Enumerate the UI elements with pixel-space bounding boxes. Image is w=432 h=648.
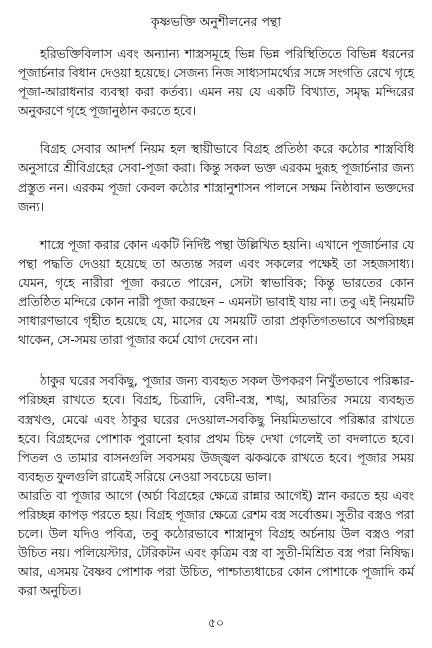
paragraph-gap bbox=[18, 350, 414, 372]
paragraph-5: আরতি বা পূজার আগে (অর্চা বিগ্রহের ক্ষেত্রে রান্নার আগেই) স্নান করতে হয় এবং পরিচ্ছন্ন কাপড় পরতে হয়। বিগ্রহ পূজার ক্ষেত্রে রেশম বস্ত্র সর্বোত্তম। সুতীর বস্ত্রও পরা চলে। উল যদিও পবিত্র, তবু কঠোরভাবে শাস্ত্রানুগ বিগ্রহ অর্চনায় উল বস্ত্রও পরা উচিত নয়। পলিয়েস্টার, টেরিকটন এবং কৃত্রিম বস্ত্র বা সুতী-মিশ্রিত বস্ত্র পরা নিষিদ্ধ। আর, এসময় বৈষ্ণব পোশাক পরা উচিত, পাশ্চাত্যধাচের কোন পোশাকে পূজাদি কর্ম করা অনুচিত। bbox=[18, 488, 414, 599]
page-number: ৫০ bbox=[207, 615, 225, 630]
page-title: কৃষ্ণভক্তি অনুশীলনের পন্থা bbox=[150, 14, 281, 29]
paragraph-1: হরিভক্তিবিলাস এবং অন্যান্য শাস্ত্রসমূহে ভিন্ন ভিন্ন পরিস্থিতিতে বিভিন্ন ধরনের পূজার্চনার বিধান দেওয়া হয়েছে। সেজন্য নিজ সাধ্যসামর্থ্যের সঙ্গে সংগতি রেখে গৃহে পূজা-আরাধনার ব্যবস্থা করা কর্তব্য। এমন নয় যে একটি বিখ্যাত, সমৃদ্ধ মন্দিরের অনুকরণে গৃহে পূজানুষ্ঠান করতে হবে। bbox=[18, 47, 414, 119]
paragraph-2: বিগ্রহ সেবার আদর্শ নিয়ম হল স্থায়ীভাবে বিগ্রহ প্রতিষ্ঠা করে কঠোর শাস্ত্রবিধি অনুসারে শ্রীবিগ্রহের সেবা-পূজা করা। কিন্তু সকল ভক্ত এরকম দুরূহ পূজার্চনার জন্য প্রস্তুত নন। এরকম পূজা কেবল কঠোর শাস্ত্রানুশাসন পালনে সক্ষম নিষ্ঠাবান ভক্তদের জন্য। bbox=[18, 142, 414, 214]
paragraph-gap bbox=[18, 121, 414, 140]
paragraph-gap bbox=[18, 217, 414, 236]
paragraph-4: ঠাকুর ঘরের সবকিছু, পূজার জন্য ব্যবহৃত সকল উপকরণ নিখুঁতভাবে পরিষ্কার-পরিচ্ছন্ন রাখতে হবে। বিগ্রহ, চিত্রাদি, বেদী-বস্ত্র, শঙ্খ, আরতির সময়ে ব্যবহৃত বস্ত্রখণ্ড, মেঝে এবং ঠাকুর ঘরের দেওয়াল-সবকিছু নিয়মিতভাবে পরিষ্কার রাখতে হবে। বিগ্রহদের পোশাক পুরানো হবার প্রথম চিহ্ন দেখা গেলেই তা বদলাতে হবে। পিতল ও তামার বাসনগুলি সবসময় উজ্জ্বল ঝকঝকে রাখতে হবে। পূজার সময় ব্যবহৃত ফুলগুলি রাত্রেই সরিয়ে নেওয়া সবচেয়ে ভাল। bbox=[18, 374, 414, 484]
paragraph-3: শাস্ত্রে পূজা করার কোন একটি নির্দিষ্ট পন্থা উল্লিখিত হয়নি। এখানে পূজার্চনার যে পন্থা পদ্ধতি দেওয়া হয়েছে তা অত্যন্ত সরল এবং সকলের পক্ষেই তা সহজসাধ্য। যেমন, গৃহে নারীরা পূজা করতে পারেন, সেটা স্বাভাবিক; কিন্তু ভারতের কোন প্রতিষ্ঠিত মন্দিরে কোন নারী পূজা করছেন – এমনটা ভাবাই যায় না। তবু এই নিয়মটি সাধারণভাবে গৃহীত হয়েছে যে, মাসের যে সময়টি তারা প্রকৃতিগতভাবে অপরিচ্ছন্ন থাকেন, সে-সময় তারা পূজার কর্মে যোগ দেবেন না। bbox=[18, 237, 414, 348]
